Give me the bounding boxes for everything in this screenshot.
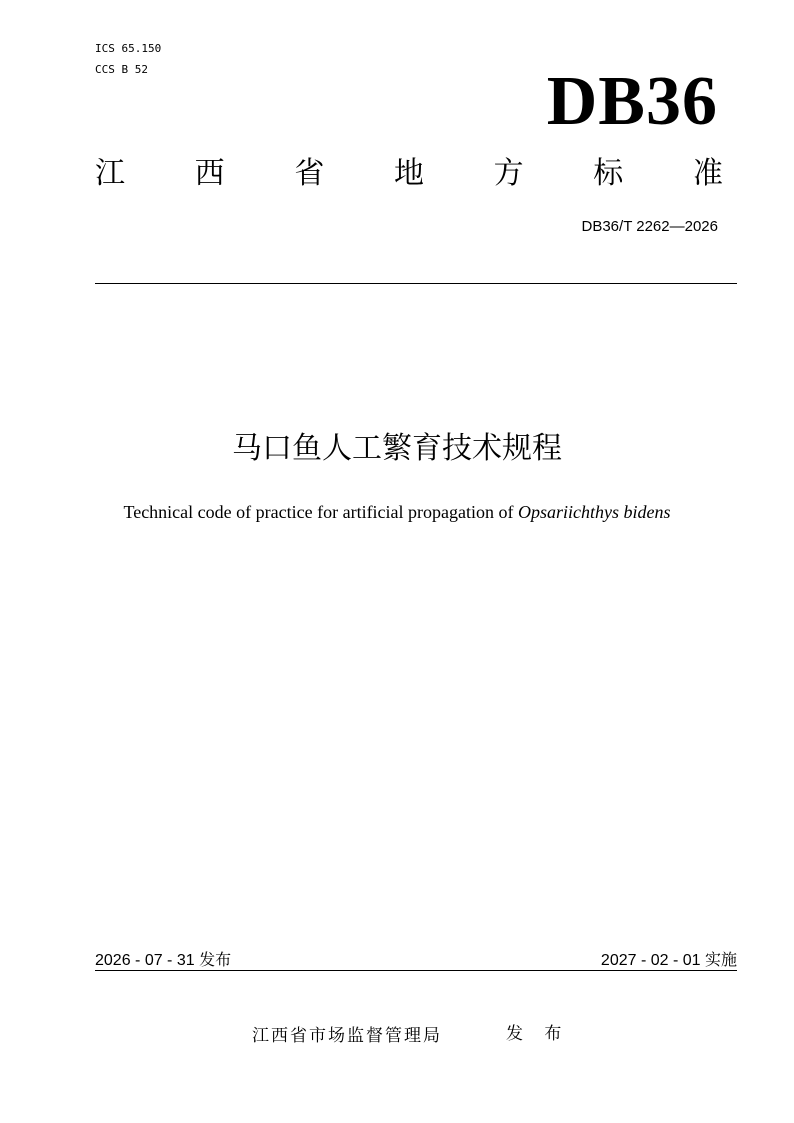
ics-code: ICS 65.150	[95, 42, 162, 55]
footer-divider	[95, 970, 737, 971]
standard-type-char: 省	[294, 156, 325, 191]
document-title-en-species: Opsariichthys bidens	[518, 502, 671, 522]
issuing-authority: 江西省市场监督管理局	[252, 1026, 442, 1046]
ccs-code: CCS B 52	[95, 63, 148, 76]
standard-type	[95, 154, 723, 194]
standard-type-char: 方	[493, 156, 524, 191]
standard-number: DB36/T 2262—2026	[581, 218, 718, 235]
issue-date: 2026 - 07 - 31 发布	[95, 952, 232, 969]
standard-type-char: 准	[692, 156, 723, 191]
issue-label: 发 布	[506, 1024, 570, 1044]
standard-logo: DB36	[546, 63, 718, 140]
standard-type-char: 地	[393, 156, 424, 191]
implementation-date: 2027 - 02 - 01 实施	[600, 952, 737, 969]
document-title-en-prefix: Technical code of practice for artificial propagation of	[123, 502, 519, 522]
header-divider	[95, 283, 737, 284]
standard-type-char: 西	[194, 156, 225, 191]
standard-type-char: 江	[95, 156, 125, 191]
document-title-zh: 马口鱼人工繁育技术规程	[232, 431, 562, 466]
document-title-en	[0, 500, 794, 524]
standard-type-char: 标	[593, 156, 624, 191]
